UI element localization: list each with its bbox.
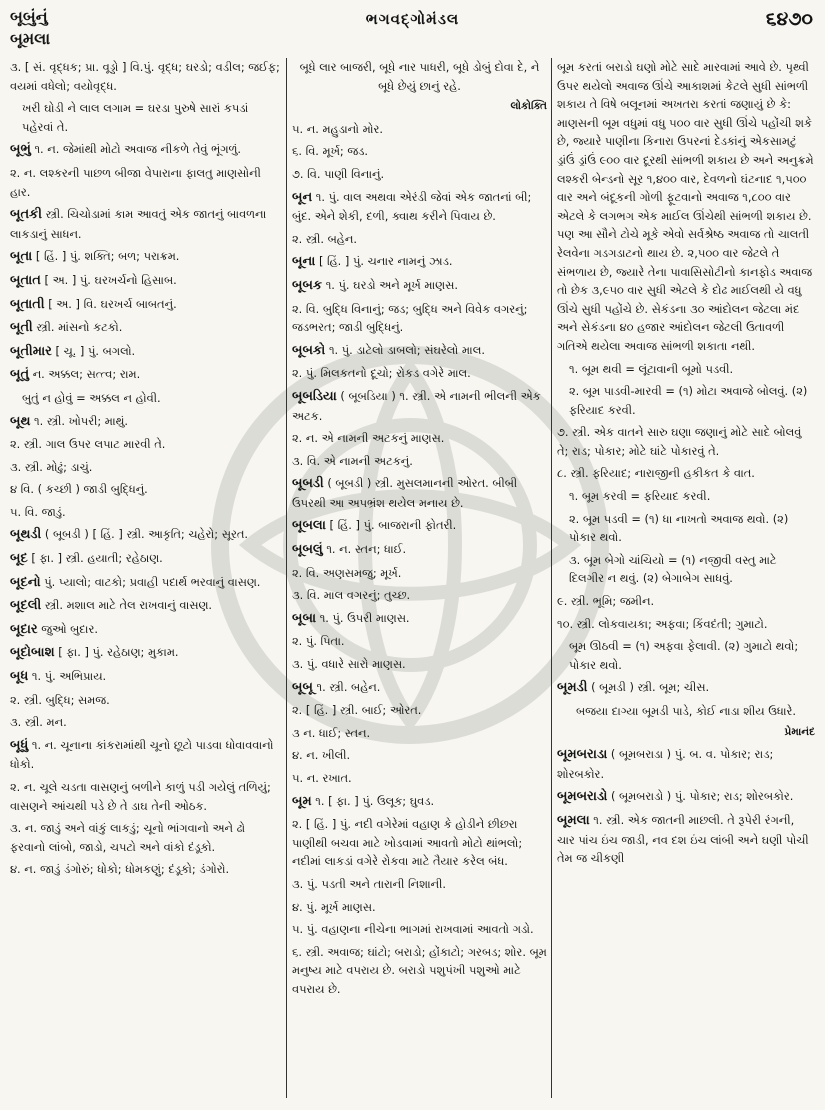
definition-text: ૪ વિ. ( કચ્છી ) જાડી બુદ્ધિનું. — [10, 482, 148, 497]
definition-text: ૫. ન. રખાત. — [292, 771, 352, 785]
definition-text: ( બૂબડિયા ) ૧. સ્ત્રી. એ નામની ભીલની એક અટક. — [292, 388, 541, 423]
definition-line — [10, 860, 282, 879]
dictionary-entry — [10, 525, 282, 545]
idiom-line — [557, 551, 815, 588]
headword: બૂધું — [10, 737, 29, 753]
definition-text: પું. પ્યાલો; વાટકો; પ્રવાહી પદાર્થ ભરવાનું વાસણ. — [44, 574, 261, 589]
definition-text: સ્ત્રી. માંસનો કટકો. — [36, 320, 123, 335]
definition-line — [292, 429, 547, 448]
definition-text: [ ફા. ] પું. રહેઠાણ; મુકામ. — [58, 645, 179, 660]
quotation: બજયા દાગ્યા બૂમડી પાડે, કોઈ નાડા શીય ઉધારે. — [576, 704, 796, 718]
definition-text: ૨. ન. લશ્કરની પાછળ બીજા વેપારાના ફાલતુ માણસોની હાર. — [10, 165, 261, 199]
definition-text: [ અ. ] પું. ઘરખર્ચનો હિસાબ. — [44, 272, 177, 287]
idiom-line — [557, 487, 815, 506]
definition-text: [ હિં. ] પું. બાજરાની ફોતરી. — [329, 518, 457, 533]
headword: બૂમડી — [557, 680, 588, 696]
definition-text: ૩. બૂમ બેગો ચાંચિયો = (૧) નજીવી વસ્તુ માટે દિલગીર ન થવું. (૨) બેગાબેગ સાધવું. — [569, 552, 777, 586]
definition-text: ૩. સ્ત્રી. મન. — [10, 715, 67, 730]
definition-text: ૪. ન. જાડું ડંગોરું; ધોકો; ધોમકણું; દંડૂકો; ડંગોરો. — [10, 862, 230, 877]
definition-line — [292, 452, 547, 471]
book-title: ભગવદ્ગોમંડલ — [365, 10, 460, 28]
definition-text: ૧. પું. વાલ અથવા એરંડી જેવાં એક જાતનાં બી; બુંદ. એને શેકી, દળી, ક્વાથ કરીને પિવાય છે. — [292, 189, 532, 224]
definition-text: ૧. બૂમ થવી = લૂંટાવાની બૂમો પડવી. — [569, 361, 734, 376]
definition-text: ૧. પું. અભિપ્રાય. — [31, 669, 107, 684]
definition-text: ( બૂબડી ) [ હિં. ] સ્ત્રી. આકૃતિ; ચહેરો; સૂરત. — [44, 527, 249, 542]
definition-text: ( બૂબડી ) સ્ત્રી. મુસલમાનની ઓરત. બીબી ઉપરથી આ અપભ્રંશ થયેલ મનાય છે. — [292, 476, 518, 510]
definition-text: ૩. પું. વધારે સારો માણસ. — [292, 657, 406, 672]
definition-text: ૨. ન. એ નામની અટકનું માણસ. — [292, 431, 445, 446]
definition-text: ૩. વિ. એ નામની અટકનું. — [292, 453, 413, 468]
headword: બૂમબરાડો — [557, 789, 608, 805]
headword: બૂબડી — [292, 476, 324, 492]
definition-line — [292, 230, 547, 249]
headword: બૂતી — [10, 320, 33, 336]
definition-line — [10, 164, 282, 201]
headword: બૂતું — [10, 367, 30, 383]
headword: બૂદાર — [10, 621, 38, 637]
definition-text: ૭. વિ. પાણી વિનાનું. — [292, 166, 385, 181]
definition-text: ૫. વિ. જાડું. — [10, 504, 66, 519]
idiom-line — [10, 99, 282, 136]
definition-text: [ હિં. ] પું. શક્તિ; બળ; પરાક્રમ. — [35, 249, 180, 264]
headword: બૂમબરાડા — [557, 747, 608, 763]
definition-line — [292, 898, 547, 917]
definition-text: ૧. પું. ઉપરી માણસ. — [319, 610, 410, 625]
dictionary-entry — [10, 620, 282, 640]
definition-text: ૯. સ્ત્રી. ભૂમિ; જમીન. — [557, 594, 655, 609]
definition-line — [292, 142, 547, 161]
quotation-source: પ્રેમાનંદ — [784, 725, 815, 738]
dictionary-entry — [10, 342, 282, 362]
definition-text: [ ફા. ] સ્ત્રી. હયાતી; રહેઠાણ. — [31, 551, 163, 566]
dictionary-entry — [10, 140, 282, 160]
idiom-line — [557, 360, 815, 379]
headword: બૂદનો — [10, 574, 41, 590]
headword: બૂદોબાશ — [10, 645, 55, 661]
headword: બૂબલા — [292, 518, 326, 534]
definition-text: ૪. પું. મૂર્ખ માણસ. — [292, 899, 376, 914]
headword: બૂમલા — [557, 812, 590, 828]
definition-text: ૫. પું. વહાણના નીચેના ભાગમાં રાખવામાં આવતો ગડો. — [292, 922, 534, 937]
definition-line — [292, 564, 547, 583]
definition-text: ૨. વિ. અણસમજુ; મૂર્ખ. — [292, 565, 402, 580]
definition-text: ૨. સ્ત્રી. ગાલ ઉપર લપાટ મારવી તે. — [10, 437, 166, 452]
headword: બૂદલી — [10, 598, 42, 614]
definition-text: ૨. ન. ચૂલે ચડતા વાસણનું બળીને કાળું પડી ગયેલું તળિયું; વાસણને આંચથી પડે છે તે ડાઘ તેની ઓઠક. — [10, 780, 271, 813]
column-divider — [551, 58, 552, 1098]
dictionary-entry — [292, 609, 547, 629]
definition-text: ખરી ઘોડી ને લાલ લગામ = ઘરડા પુરુષે સારાં કપડાં પહેરવાં તે. — [22, 101, 249, 134]
definition-line — [10, 778, 282, 815]
dictionary-entry — [292, 188, 547, 226]
definition-text: ૩. [ સં. વૃદ્ધક; પ્રા. વૂડ્ડો ] વિ.પું. વૃદ્ધ; ઘરડો; વડીલ; જઈફ; વયમાં વધેલો; વયોવૃદ્ધ. — [10, 60, 280, 93]
definition-line — [10, 435, 282, 454]
dictionary-entry — [10, 667, 282, 687]
definition-text: બૂમ કરતાં બરાડો ઘણો મોટે સાદે મારવામાં આવે છે. પૃથ્વી ઉપર થયેલો અવાજ ઊંચે આકાશમાં કેટલે સુધી સાંભળી શકાય તે વિષે બલૂનમાં અખતરા કરતાં જણાયું છે કે: માણસની બૂમ વધુમાં વધુ ૫૦૦ વાર સુધી ઊંચે પહોંચી શકે છે, જ્યારે પાણીના કિનારા ઉપરનાં દેડકાંનું એકસામટું ડ્રાંઉં ડ્રાંઉં ૯૦૦ વાર દૂરથી સાંભળી શકાય છે અને અનુક્રમે લશ્કરી બેન્ડનો સૂર ૧,૪૦૦ વાર, દેવળનો ઘંટનાદ ૧,૫૦૦ વાર અને બંદૂકની ગોળી ફૂટવાનો અવાજ ૧,૮૦૦ વાર એટલે કે લગભગ એક માઈલ ઊંચેથી સાંભળી શકાય છે. પણ આ સૌને ટોચે મૂકે એવો સર્વશ્રેષ્ઠ અવાજ તો ચાલતી રેલવેના ગડગડાટનો થાય છે. ૨,૫૦૦ વાર જેટલે તે સંભળાય છે, જ્યારે તેના પાવાસિસોટીનો કાનફોડ અવાજ તો છેક ૩,૯૫૦ વાર સુધી એટલે કે દોઢ માઈલથી યે વધુ ઊંચે સુધી પહોંચે છે. સેકંડના ૩૦ આંદોલન જેટલા મંદ અને સેકંડના ૪૦ હજાર આંદોલન જેટલી ઉતાવળી ગતિએ થયેલા અવાજ સાંભળી શકાતા નથી. — [557, 60, 814, 353]
dictionary-entry — [292, 252, 547, 272]
definition-text: ૩. સ્ત્રી. મોઢું; ડાચું. — [10, 459, 93, 474]
quotation: બૂધે લાર બાજરી, બૂધે નાર પાધરી, બૂધે ડોબું દોવા દે, ને બૂધે છેયું છાનું રહે. — [299, 60, 540, 93]
idiom-line — [557, 637, 815, 674]
definition-line — [10, 480, 282, 499]
definition-line — [557, 615, 815, 634]
dictionary-entry — [557, 745, 815, 783]
definition-line — [10, 58, 282, 95]
column-1 — [10, 58, 282, 1103]
definition-text: ૩. વિ. માલ વગરનું; તુચ્છ. — [292, 588, 411, 603]
definition-text: ન. અક્કલ; સત્ત્વ; રામ. — [32, 367, 141, 382]
dictionary-entry — [292, 516, 547, 536]
definition-line — [292, 655, 547, 674]
headword: બૂબડિયા — [292, 388, 337, 404]
definition-text: ( બૂમબરાડા ) પું. બ. વ. પોકાર; રાડ; શોરબકોર. — [557, 747, 774, 781]
dictionary-entry — [10, 247, 282, 267]
definition-text: સ્ત્રી. મશાલ માટે તેલ રાખવાનું વાસણ. — [44, 598, 213, 613]
dictionary-entry — [10, 573, 282, 593]
definition-text: ૨. વિ. બુદ્ધિ વિનાનું; જડ; બુદ્ધિ અને વિવેક વગરનું; જડભરત; જાડી બુદ્ધિનું. — [292, 301, 528, 335]
definition-line — [292, 364, 547, 383]
definition-line — [10, 713, 282, 732]
definition-text: ૧. ન. ચૂનાના કાંકરામાંથી ચૂનો છૂટો પાડવા ધોવાવવાનો ધોકો. — [10, 737, 274, 772]
definition-line — [10, 691, 282, 710]
definition-text: ૩ ન. ધાઈ; સ્તન. — [292, 725, 371, 740]
headword: બૂબકો — [292, 342, 326, 358]
definition-line — [557, 423, 815, 460]
definition-text: ૨. [ હિં. ] સ્ત્રી. બાઈ; ઓરત. — [292, 703, 422, 718]
definition-line — [10, 503, 282, 522]
definition-line — [292, 815, 547, 871]
definition-text: ૧૦. સ્ત્રી. લોકવાયકા; અફવા; કિંવદંતી; ગુમાટો. — [557, 616, 768, 631]
dictionary-entry — [292, 540, 547, 560]
definition-text: ૨. સ્ત્રી. બહેન. — [292, 231, 357, 246]
definition-text: ૧. ન. સ્તન; ધાઈ. — [326, 542, 407, 557]
headword: બૂમ — [292, 793, 312, 809]
definition-text: ૨. સ્ત્રી. બુદ્ધિ; સમજ. — [10, 692, 110, 707]
definition-line — [557, 592, 815, 611]
dictionary-entry — [10, 596, 282, 616]
quotation-source: લોકોક્તિ — [510, 100, 547, 113]
dictionary-entry — [292, 792, 547, 812]
definition-line — [292, 632, 547, 651]
dictionary-entry — [10, 318, 282, 338]
definition-line — [292, 300, 547, 337]
headword: બૂના — [292, 254, 316, 270]
headword: બૂન — [292, 189, 313, 205]
definition-text: ૧. પું. ઘરડો અને મૂર્ખ માણસ. — [325, 277, 458, 292]
definition-line — [292, 586, 547, 605]
headword: બૂતા — [10, 249, 33, 265]
definition-line — [292, 746, 547, 765]
definition-text: ૫. ન. મહુડાનો મોર. — [292, 121, 383, 136]
dictionary-entry — [10, 549, 282, 569]
headword: બૂબક — [292, 277, 323, 293]
headword: બૂબૂ — [292, 679, 313, 695]
headword: બૂથડી — [10, 527, 42, 543]
definition-text: બૂમ ઊઠવી = (૧) અફવા ફેલાવી. (૨) ગુમાટો થવો; પોકાર થવો. — [569, 639, 799, 672]
definition-text: ( બૂમડી ) સ્ત્રી. બૂમ; ચીસ. — [591, 680, 710, 695]
definition-text: ૧. પું. ડાટેલો ડાબલો; સંઘરેલો માલ. — [328, 342, 485, 357]
headword: બૂબા — [292, 610, 317, 626]
definition-text: ૭. સ્ત્રી. એક વાતને સારુ ઘણા જણાનું મોટે સાદે બોલવું તે; રાડ; પોકાર; મોટે ઘાંટે પોકારવું તે. — [557, 425, 802, 458]
dictionary-entry — [557, 811, 815, 868]
definition-line — [292, 875, 547, 894]
definition-line — [10, 458, 282, 477]
definition-text: ૧. બૂમ કરવી = ફરિયાદ કરવી. — [569, 489, 711, 504]
headword: બૂબલું — [292, 542, 323, 558]
dictionary-entry — [10, 205, 282, 243]
definition-line — [557, 464, 815, 483]
headword: બૂથ — [10, 413, 31, 429]
definition-line — [292, 724, 547, 743]
definition-text: જુઓ બુદાર. — [41, 621, 98, 636]
column-divider — [286, 58, 287, 1098]
definition-text: સ્ત્રી. ચિચોડામાં કામ આવતું એક જાતનું બાવળના લાકડાનું સાધન. — [10, 207, 267, 241]
dictionary-entry — [10, 643, 282, 663]
definition-text: ૨. પું. મિલકતનો દૂચો; રોકડ વગેરે માલ. — [292, 366, 471, 381]
idiom-line — [557, 382, 815, 419]
header-last-word: બૂમલા — [10, 29, 51, 48]
definition-text: બુતું ન હોવું = અક્કલ ન હોવી. — [22, 390, 161, 405]
definition-text: [ હિં. ] પું. ચનાર નામનું ઝાડ. — [318, 254, 453, 269]
definition-line — [557, 58, 815, 356]
definition-text: ૬. સ્ત્રી. અવાજ; ઘાંટો; બરાડો; હોંકાટો; ગરબડ; શોર. બૂમ મનુષ્ય માટે વપરાય છે. બરાડો પશુપંખી પશુઓ માટે વપરાય છે. — [292, 944, 547, 996]
column-2 — [292, 58, 547, 1103]
dictionary-entry — [292, 276, 547, 296]
dictionary-entry — [292, 678, 547, 698]
dictionary-entry — [10, 412, 282, 432]
definition-line — [292, 120, 547, 139]
definition-text: [ અ. ] વિ. ઘરખર્ચ બાબતનું. — [48, 296, 177, 311]
header-first-word: બૂબુંનું — [10, 7, 48, 26]
dictionary-entry — [557, 678, 815, 698]
page-number: ૬૪૭૦ — [765, 8, 813, 30]
definition-text: ૧. ન. જેમાંથી મોટો અવાજ નીકળે તેવું ભૂંગળું. — [34, 142, 242, 157]
dictionary-entry — [292, 474, 547, 512]
headword: બૂધ — [10, 669, 29, 685]
definition-line — [292, 920, 547, 939]
definition-line — [292, 701, 547, 720]
definition-text: ૨. પું. પિતા. — [292, 634, 345, 649]
page-header — [10, 6, 815, 58]
headword: બૂતીમાર — [10, 343, 52, 359]
dictionary-entry — [10, 365, 282, 385]
definition-text: ૨. બૂમ પડવી = (૧) ધા નાખતો અવાજ થવો. (૨) પોકાર થવો. — [569, 511, 789, 545]
idiom-line — [557, 510, 815, 547]
definition-text: ૧. સ્ત્રી. એક જાતની માછલી. તે રૂપેરી રંગની, ચાર પાંચ ઇંચ જાડી, નવ દશ ઇંચ લાંબી અને ઘણી પોચી તેમ જ ચીકણી — [557, 812, 809, 866]
dictionary-entry — [557, 787, 815, 807]
dictionary-entry — [10, 271, 282, 291]
definition-text: ૬. વિ. મૂર્ખ; જડ. — [292, 144, 369, 159]
definition-text: ૩. પું. પડતી અને તારાની નિશાની. — [292, 876, 447, 891]
definition-text: ૧. સ્ત્રી. ખોપરી; માથું. — [34, 413, 128, 428]
headword: બૂતાતી — [10, 296, 45, 312]
definition-text: ( બૂમબરાડો ) પું. પોકાર; રાડ; શોરબકોર. — [610, 789, 794, 804]
definition-line — [10, 819, 282, 856]
definition-line — [292, 769, 547, 788]
dictionary-entry — [292, 387, 547, 425]
definition-text: ૨. [ હિં. ] પું. નદી વગેરેમાં વહાણ કે હોડીને છીછરા પાણીથી બચવા માટે ખોડવામાં આવતો મોટો થાંભલો; નદીમાં લાકડાં વગેરે રોકવા માટે તૈયાર કરેલ બંધ. — [292, 817, 523, 869]
definition-text: ૩. ન. જાડું અને વાંકું લાકડું; ચૂનો ભાંગવાનો અને ઢો ફરવાનો લાંબો, જાડો, ચપટો અને વાંકો દંડૂકો. — [10, 821, 246, 854]
definition-text: ૨. બૂમ પાડવી-મારવી = (૧) મોટા અવાજે બોલવું. (૨) ફરિયાદ કરવી. — [569, 384, 808, 417]
dictionary-entry — [292, 341, 547, 361]
headword: બૂતાત — [10, 272, 41, 288]
column-3 — [557, 58, 815, 1103]
definition-text: ૧. સ્ત્રી. બહેન. — [316, 679, 381, 694]
dictionary-entry — [10, 736, 282, 774]
headword: બૂતકી — [10, 207, 42, 223]
definition-line — [292, 165, 547, 184]
headword: બૂભું — [10, 142, 31, 158]
definition-text: ૮. સ્ત્રી. ફરિયાદ; નારાજીની હકીકત કે વાત. — [557, 466, 755, 481]
headword: બૂદ — [10, 551, 28, 567]
definition-text: ૧. [ ફા. ] પું. ઉલૂક; ઘુવડ. — [315, 793, 435, 808]
idiom-line — [10, 389, 282, 408]
definition-line — [292, 943, 547, 999]
definition-text: ૪. ન. ખીલી. — [292, 748, 351, 763]
dictionary-entry — [10, 295, 282, 315]
definition-text: [ ચૂ. ] પું. બગલો. — [55, 343, 136, 358]
